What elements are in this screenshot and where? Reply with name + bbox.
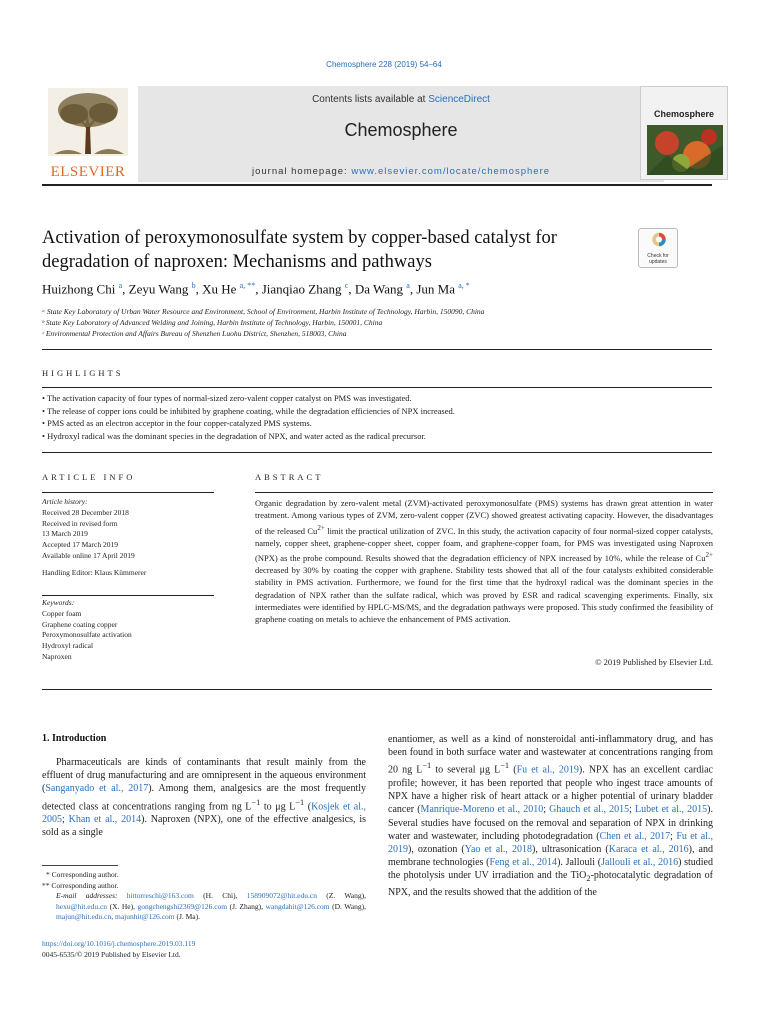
corresponding-author-note: ** Corresponding author. <box>42 880 119 890</box>
text-run: enantiomer, as well as a kind of nonsteroidal anti-inflammatory drug, and has been found in both surface water and wastewater at concentrations ranging from 20 ng L <box>388 734 713 776</box>
author-affil-mark[interactable]: a, * <box>458 281 470 290</box>
doi-link[interactable]: https://doi.org/10.1016/j.chemosphere.2019.03.119 <box>42 939 196 948</box>
highlights-top-rule <box>42 387 712 388</box>
article-title: Activation of peroxymonosulfate system by copper-based catalyst for degradation of naproxen: Mechanisms and pathways <box>42 228 557 272</box>
reference-link[interactable]: Karaca et al., 2016 <box>608 843 689 855</box>
superscript: −1 <box>295 797 305 807</box>
superscript: −1 <box>251 797 261 807</box>
reference-link[interactable]: Fu et al., 2019 <box>516 764 579 776</box>
affiliation-item: ᶜ Environmental Protection and Affairs Bureau of Shenzhen Luohu District, Shenzhen, 518003, China <box>42 329 347 338</box>
text-run: Pharmaceuticals are kinds of contaminants that result mainly from the effluent of drug manufacturing and are omnipresent in the aqueous environment ( <box>42 757 366 795</box>
superscript: −1 <box>422 761 432 771</box>
abstract-copyright: © 2019 Published by Elsevier Ltd. <box>595 657 713 667</box>
author-separator: , <box>409 281 417 297</box>
body-column-left <box>42 756 366 840</box>
journal-name: Chemosphere <box>344 120 458 140</box>
contents-line <box>138 94 664 105</box>
abstract-part: Organic degradation by zero-valent metal (ZVM)-activated peroxymonosulfate (PMS) systems has drawn great attention in water treatment. Among various types of ZVM, zero-valent copper (ZVC) showed greatest activating capacity. However, the disadvantages of the released Cu <box>255 498 713 536</box>
subscript: 2 <box>586 874 591 884</box>
author-affil-mark[interactable]: a <box>118 281 123 290</box>
author-name[interactable]: Jianqiao Zhang <box>261 281 342 297</box>
author-separator: , <box>195 281 203 297</box>
email-owner: (J. Ma). <box>174 912 201 921</box>
author-name[interactable]: Zeyu Wang <box>128 281 189 297</box>
text-run: to μg L <box>260 800 296 812</box>
email-link[interactable]: majun@hit.edu.cn <box>56 912 112 921</box>
text-run: ; <box>62 814 69 826</box>
article-history <box>42 497 214 579</box>
abstract-text <box>255 497 713 626</box>
text-run: ) studied the photolysis under UV irradiation and the TiO <box>388 857 714 882</box>
text-run: ; <box>543 804 550 816</box>
author-name[interactable]: Huizhong Chi <box>42 281 116 297</box>
highlight-item: • Hydroxyl radical was the dominant species in the degradation of NPX, and water acted as the radical precursor. <box>42 430 426 441</box>
email-separator: , <box>111 912 115 921</box>
keywords-block <box>42 598 214 663</box>
crossmark-label: Check for updates <box>647 253 669 265</box>
text-run: ), ultrasonication ( <box>532 843 609 855</box>
email-owner: (J. Zhang), <box>227 901 266 911</box>
author-affil-mark[interactable]: a, ** <box>239 281 256 290</box>
header-rule <box>42 349 712 350</box>
author-affil-mark[interactable]: c <box>344 281 349 290</box>
abstract-part: decreased by 30% by coating the copper with graphene. Stability tests showed that all of the four catalysts exhibited considerable stability in PMS activation. Furthermore, we found for the first time that the hydroxyl radical was the dominant species in the degradation of NPX rather than the sulfate radical, which was proved by ESR and radical scavenging experiments. Finally, six intermediates were identified by HPLC-MS/MS, and the degradation pathways were proposed. This study confirmed the feasibility of graphene coating on metals to achieve the enhancement of PMS activation. <box>255 565 713 625</box>
abstract-rule <box>255 492 713 493</box>
footnote-rule <box>42 865 118 866</box>
issn-line: 0045-6535/© 2019 Published by Elsevier Ltd. <box>42 950 181 959</box>
highlights-list <box>42 392 712 442</box>
doi-block <box>42 938 195 960</box>
author-name[interactable]: Xu He <box>202 281 237 297</box>
corresponding-author-note: * Corresponding author. <box>46 870 119 879</box>
reference-link[interactable]: Sanganyado et al., 2017 <box>45 783 149 795</box>
article-info-rule <box>42 492 214 493</box>
reference-link[interactable]: Khan et al., 2014 <box>68 814 142 826</box>
author-name[interactable]: Jun Ma <box>416 281 455 297</box>
reference-link[interactable]: Chen et al., 2017 <box>599 830 671 842</box>
affiliation-item: ᵇ State Key Laboratory of Advanced Welding and Joining, Harbin Institute of Technology, Harbin, 150001, China <box>42 318 383 327</box>
section-heading-introduction: 1. Introduction <box>42 733 107 744</box>
journal-banner <box>138 86 664 182</box>
elsevier-tree-icon <box>48 88 128 156</box>
superscript: −1 <box>500 761 510 771</box>
cover-image <box>647 125 723 175</box>
reference-link[interactable]: Fu et al., 2019 <box>388 830 714 855</box>
keywords-rule <box>42 595 214 596</box>
author-affil-mark[interactable]: b <box>191 281 196 290</box>
author-separator: , <box>348 281 355 297</box>
crossmark-badge[interactable] <box>638 228 678 268</box>
email-owner: (X. He), <box>107 901 138 911</box>
email-link[interactable]: wangdahit@126.com <box>265 901 330 911</box>
affiliations <box>42 306 682 339</box>
body-column-right <box>388 733 713 899</box>
elsevier-wordmark: ELSEVIER <box>50 164 126 180</box>
keyword-item: Peroxymonosulfate activation <box>42 630 132 640</box>
keyword-item: Graphene coating copper <box>42 619 118 629</box>
author-separator: , <box>255 281 262 297</box>
author-affil-mark[interactable]: a <box>406 281 410 290</box>
history-line: Received 28 December 2018 <box>42 507 129 517</box>
reference-link[interactable]: Ghauch et al., 2015 <box>549 804 630 816</box>
journal-citation[interactable]: Chemosphere 228 (2019) 54–64 <box>326 60 442 69</box>
body-paragraph <box>388 733 713 899</box>
text-run: ( <box>304 800 312 812</box>
journal-cover[interactable] <box>640 86 728 180</box>
text-run: ). Among them, analgesics are the most frequently detected class at concentrations ranging from ng L <box>42 783 367 812</box>
reference-link[interactable]: Kosjek et al., 2005 <box>42 800 366 826</box>
abstract-superscript: 2+ <box>705 551 713 560</box>
handling-editor: Handling Editor: Klaus Kümmerer <box>42 567 147 577</box>
email-link[interactable]: majunhit@126.com <box>114 912 175 921</box>
keyword-item: Copper foam <box>42 608 82 618</box>
article-info-heading: ARTICLE INFO <box>42 472 136 482</box>
reference-link[interactable]: Yao et al., 2018 <box>464 843 532 855</box>
highlights-bottom-rule <box>42 452 712 453</box>
keywords-heading: Keywords: <box>42 598 75 607</box>
abstract-heading: ABSTRACT <box>255 472 324 482</box>
history-line: Available online 17 April 2019 <box>42 550 135 560</box>
body-paragraph <box>42 756 366 840</box>
email-link[interactable]: 158909072@hit.edu.cn <box>246 891 317 900</box>
text-run: ). Several studies have focused on the removal and separation of NPX in drinking water and wastewater, including photodegradation ( <box>388 804 713 842</box>
text-run: ), ozonation ( <box>408 843 465 855</box>
journal-masthead <box>42 86 728 182</box>
footnotes <box>42 870 366 923</box>
history-heading: Article history: <box>42 497 88 506</box>
journal-homepage <box>138 166 664 177</box>
text-run: to several μg L <box>431 764 501 776</box>
text-run: -photocatalytic degradation of NPX, and the results showed that the addition of the <box>388 870 714 898</box>
homepage-prefix: journal homepage: <box>251 166 352 177</box>
keyword-item: Naproxen <box>42 651 72 661</box>
keyword-item: Hydroxyl radical <box>42 641 94 651</box>
text-run: ). Naproxen (NPX), one of the effective analgesics, is sold as a single <box>42 814 367 839</box>
abstract-part: limit the practical utilization of ZVC. In this study, the activation capacity of four normal-sized copper catalysts, namely, copper sheet, graphene-copper sheet, copper foam, and graphene-copper foam, for PMS was investigated using Naproxen (NPX) as the probe compound. Results showed that the degradation efficiency of NPX increased by 10%, while the release of Cu <box>255 525 713 563</box>
reference-link[interactable]: Manrique-Moreno et al., 2010 <box>420 804 544 816</box>
highlights-heading: HIGHLIGHTS <box>42 368 124 378</box>
reference-link[interactable]: Lubet et al., 2015 <box>635 804 708 816</box>
affiliation-item: ᵃ State Key Laboratory of Urban Water Resource and Environment, School of Environment, Harbin Institute of Technology, Harbin, 150090, China <box>42 307 485 316</box>
text-run: ). Jallouli ( <box>557 857 602 869</box>
reference-link[interactable]: Feng et al., 2014 <box>489 857 558 869</box>
front-matter-rule <box>42 689 712 690</box>
highlight-item: • The release of copper ions could be inhibited by graphene coating, while the degradation efficiencies of NPX increased. <box>42 405 455 416</box>
author-list <box>42 281 682 297</box>
masthead-rule <box>42 184 712 186</box>
email-link[interactable]: gongchengshi2369@126.com <box>137 901 228 911</box>
text-run: ( <box>509 764 517 776</box>
text-run: ; <box>629 804 635 816</box>
reference-link[interactable]: Jallouli et al., 2016 <box>601 857 679 869</box>
email-link[interactable]: hittorreschi@163.com <box>126 891 194 900</box>
homepage-link[interactable]: www.elsevier.com/locate/chemosphere <box>351 166 551 177</box>
author-separator: , <box>122 281 129 297</box>
history-line: Accepted 17 March 2019 <box>42 540 119 550</box>
email-owner: (H. Chi), <box>193 891 247 900</box>
sciencedirect-link[interactable]: ScienceDirect <box>428 94 490 105</box>
history-line: Received in revised form <box>42 518 118 528</box>
text-run: ). NPX has an excellent cardiac profile; however, it has been reported that people who ingest trace amounts of NPX have a higher risk of heart attack or a higher potential of urinary bladder cancer ( <box>388 764 713 816</box>
email-owner: (D. Wang), <box>329 901 366 911</box>
email-owner: (Z. Wang), <box>316 891 367 900</box>
highlight-item: • PMS acted as an electron acceptor in the four copper-catalyzed PMS systems. <box>42 418 312 429</box>
text-run: ), and membrane technologies ( <box>388 843 713 869</box>
cover-title: Chemosphere <box>653 109 715 119</box>
author-name[interactable]: Da Wang <box>354 281 404 297</box>
contents-prefix: Contents lists available at <box>312 94 429 105</box>
history-line: 13 March 2019 <box>42 529 88 539</box>
email-link[interactable]: hexu@hit.edu.cn <box>56 901 108 911</box>
elsevier-logo[interactable] <box>42 86 134 182</box>
text-run: ; <box>670 830 677 842</box>
abstract-superscript: 2+ <box>317 523 325 532</box>
email-label: E-mail addresses: <box>56 891 118 900</box>
highlight-item: • The activation capacity of four types of normal-sized zero-valent copper catalyst on PMS was investigated. <box>42 393 412 403</box>
